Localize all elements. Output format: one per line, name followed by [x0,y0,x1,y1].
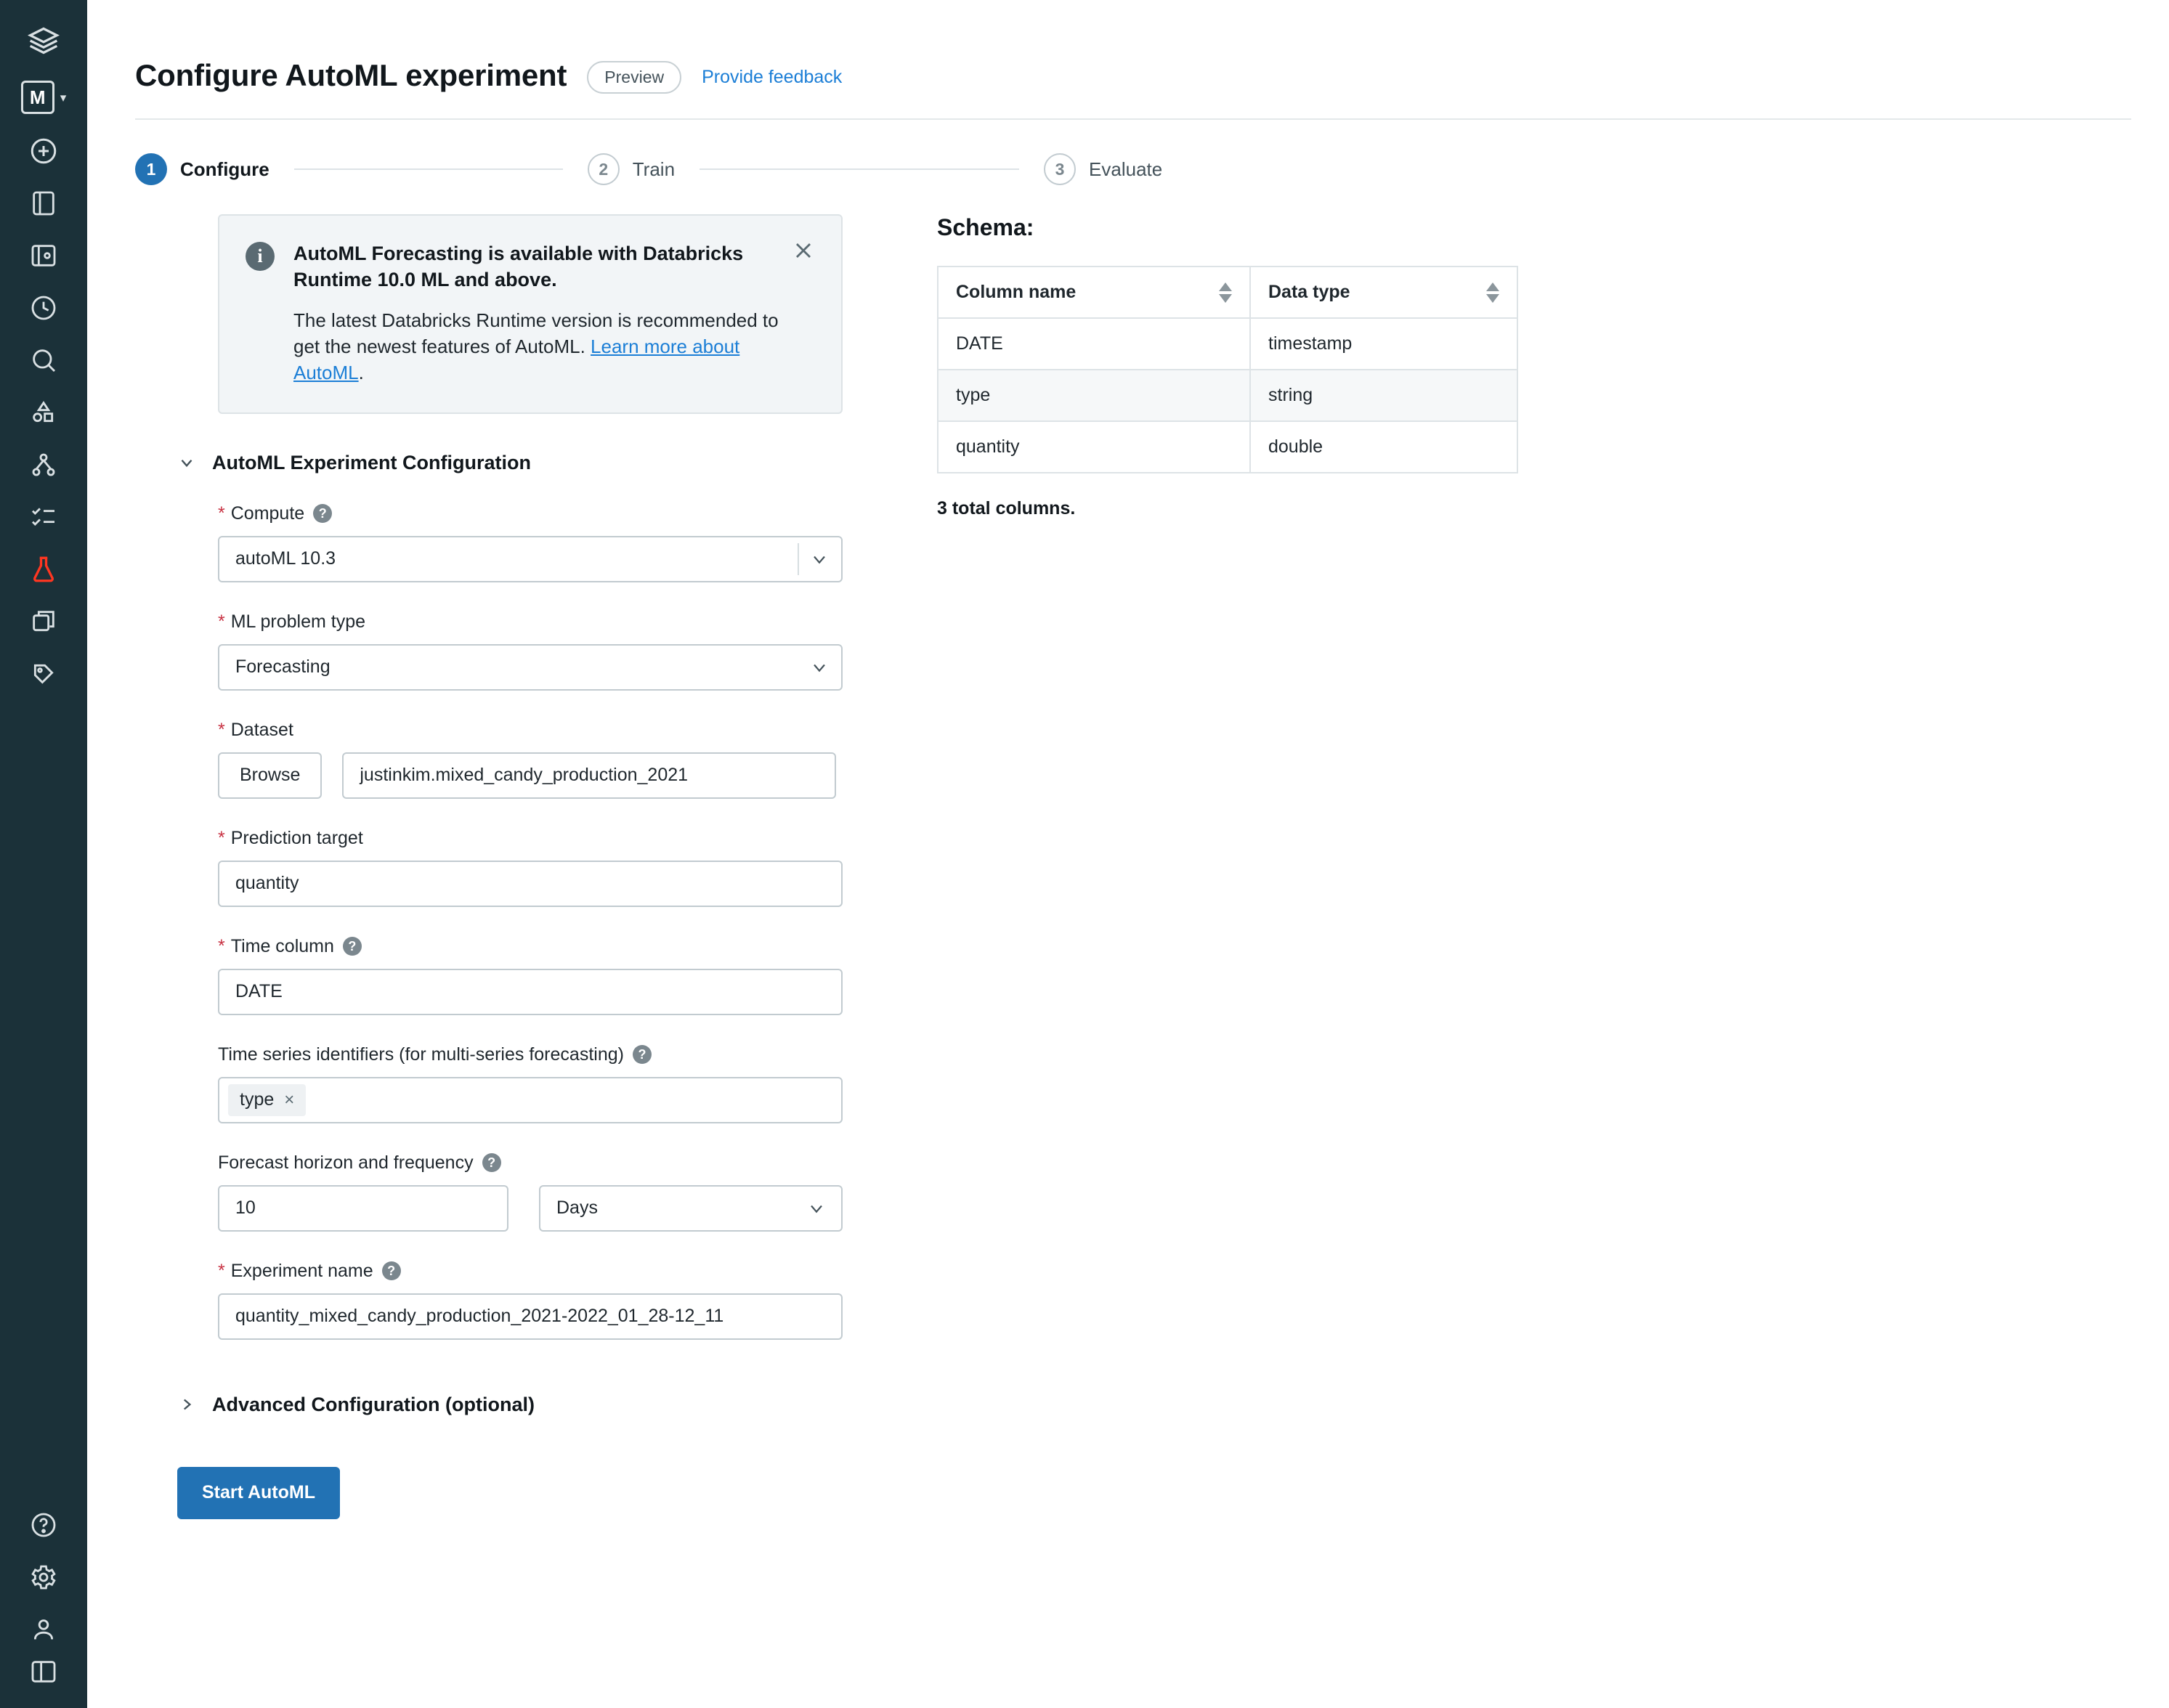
tag-chip[interactable] [228,1084,306,1116]
banner-body [293,308,795,386]
prediction-target-field [218,828,886,907]
automl-config-section-header[interactable] [177,452,886,474]
dataset-field [218,720,886,799]
info-icon: i [246,242,275,271]
step-label: Configure [180,158,269,180]
workflows-icon[interactable] [17,491,70,543]
help-icon[interactable]: ? [482,1153,501,1172]
runtime-info-banner [218,214,843,414]
workspace-initial: M [21,81,54,114]
time-series-identifiers-label [218,1044,886,1065]
settings-icon[interactable] [17,1551,70,1603]
schema-table [937,266,1518,473]
table-row [938,318,1517,370]
forecast-horizon-field [218,1152,886,1232]
required-asterisk: * [218,935,225,956]
step-train[interactable] [588,153,675,185]
chevron-down-icon: ▾ [60,90,67,105]
prediction-target-label [218,828,886,849]
time-column-field [218,936,886,1015]
help-icon[interactable] [17,1499,70,1551]
step-connector [700,168,1019,170]
close-icon[interactable] [790,237,816,264]
page-title: Configure AutoML experiment [135,57,567,92]
help-icon[interactable]: ? [343,937,362,956]
databricks-logo-icon[interactable] [17,15,70,67]
header-label: Data type [1268,282,1350,302]
advanced-config-section-header[interactable] [177,1394,886,1416]
problem-type-field [218,611,886,691]
browse-button[interactable]: Browse [218,752,322,799]
remove-tag-icon[interactable]: × [284,1089,295,1110]
help-icon[interactable]: ? [313,504,332,523]
horizon-unit-value: Days [556,1197,598,1218]
problem-type-select[interactable] [218,644,843,691]
required-asterisk: * [218,611,225,632]
learn-more-link[interactable]: Learn more about AutoML [293,335,740,383]
required-asterisk: * [218,827,225,848]
cell-data-type: timestamp [1250,318,1517,370]
forecast-horizon-row [218,1185,886,1232]
provide-feedback-link[interactable]: Provide feedback [702,67,843,87]
step-evaluate[interactable] [1044,153,1162,185]
workspace-icon[interactable] [17,177,70,229]
time-column-label [218,936,886,957]
time-series-identifiers-field [218,1044,886,1123]
required-asterisk: * [218,1260,225,1281]
time-series-identifiers-input[interactable] [218,1077,843,1123]
required-asterisk: * [218,503,225,524]
total-columns-text: 3 total columns. [937,498,1076,518]
experiment-name-input[interactable]: quantity_mixed_candy_production_2021-2022_01_28-12_11 [218,1293,843,1340]
cell-column-name: DATE [938,318,1250,370]
field-label-text: Prediction target [230,827,363,848]
chevron-right-icon [177,1395,196,1414]
header-label: Column name [956,282,1077,302]
chevron-down-icon [177,453,196,472]
banner-title: AutoML Forecasting is available with Databricks Runtime 10.0 ML and above. [293,243,744,291]
section-title: AutoML Experiment Configuration [212,451,531,473]
data-icon[interactable] [17,386,70,439]
content-columns [87,185,2169,1519]
search-icon[interactable] [17,334,70,386]
recents-icon[interactable] [17,282,70,334]
table-row [938,370,1517,421]
chevron-down-icon [798,543,830,575]
help-icon[interactable]: ? [633,1045,652,1064]
workspace-switcher[interactable] [9,76,78,119]
panel-toggle-icon[interactable] [17,1656,70,1708]
tag-label: type [240,1089,275,1110]
horizon-value-input[interactable]: 10 [218,1185,508,1232]
prediction-target-input[interactable]: quantity [218,861,843,907]
experiments-icon[interactable] [17,543,70,595]
banner-body-text: The latest Databricks Runtime version is recommended to get the newest features of AutoML. [293,309,779,357]
cell-data-type: string [1250,370,1517,421]
problem-type-value: Forecasting [235,656,331,677]
schema-column [886,214,1518,1519]
column-header-data-type[interactable] [1250,267,1517,318]
experiment-name-label [218,1261,886,1282]
column-header-column-name[interactable] [938,267,1250,318]
sort-icon[interactable] [1219,282,1232,303]
schema-title: Schema: [937,214,1034,240]
new-icon[interactable] [17,125,70,177]
required-asterisk: * [218,719,225,740]
dataset-label [218,720,886,741]
table-header-row [938,267,1517,318]
experiment-name-field [218,1261,886,1340]
banner-body-suffix: . [358,361,364,383]
field-label-text: ML problem type [230,611,366,632]
account-icon[interactable] [17,1603,70,1656]
preview-badge: Preview [587,61,681,94]
advanced-config-title: Advanced Configuration (optional) [212,1393,535,1415]
wizard-stepper [87,120,2169,185]
step-label: Evaluate [1089,158,1163,180]
step-configure[interactable] [135,153,269,185]
field-label-text: Dataset [230,719,293,740]
field-label-text: Compute [230,503,305,524]
cell-data-type: double [1250,421,1517,473]
models-icon[interactable] [17,595,70,648]
configuration-column [87,214,886,1519]
compute-label [218,503,886,524]
step-number: 3 [1044,153,1076,185]
repos-icon[interactable] [17,229,70,282]
cell-column-name: quantity [938,421,1250,473]
forecast-horizon-label [218,1152,886,1174]
table-row [938,421,1517,473]
help-icon[interactable]: ? [382,1261,401,1280]
compute-select[interactable] [218,536,843,582]
compute-value: autoML 10.3 [235,548,336,569]
sort-icon[interactable] [1486,282,1499,303]
step-label: Train [632,158,676,180]
field-label-text: Forecast horizon and frequency [218,1152,474,1173]
field-label-text: Experiment name [230,1260,373,1281]
chevron-down-icon [809,657,830,678]
serving-icon[interactable] [17,648,70,700]
horizon-unit-select[interactable] [539,1185,843,1232]
time-column-input[interactable]: DATE [218,969,843,1015]
chevron-down-icon [806,1198,827,1219]
step-number: 2 [588,153,620,185]
field-label-text: Time column [230,935,334,956]
problem-type-label [218,611,886,633]
dataset-input[interactable]: justinkim.mixed_candy_production_2021 [342,752,836,799]
compute-icon[interactable] [17,439,70,491]
dataset-row [218,752,886,799]
field-label-text: Time series identifiers (for multi-series forecasting) [218,1044,624,1065]
cell-column-name: type [938,370,1250,421]
page-header [87,0,2169,94]
main-content [87,0,2169,1708]
left-nav-rail [0,0,87,1708]
start-automl-button[interactable]: Start AutoML [177,1467,340,1519]
step-connector [294,168,563,170]
step-number: 1 [135,153,167,185]
compute-field [218,503,886,582]
